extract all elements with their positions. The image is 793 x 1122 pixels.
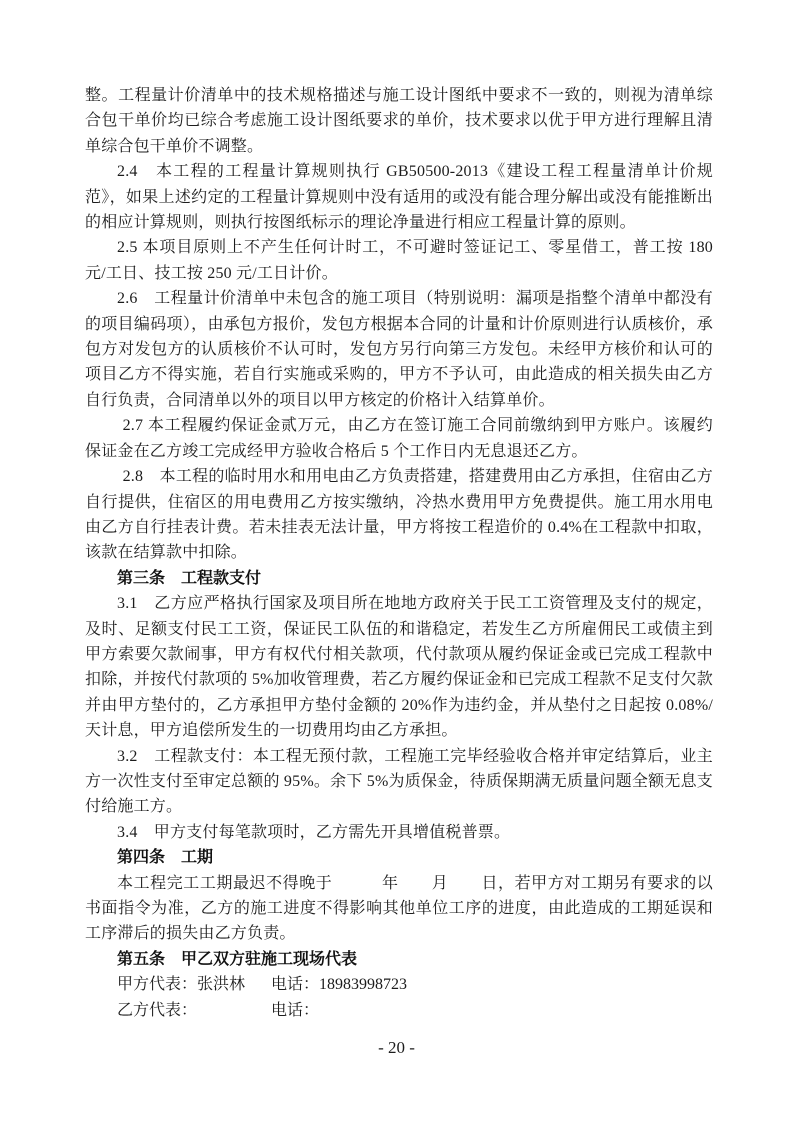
clause-2-8: 2.8 本工程的临时用水和用电由乙方负责搭建，搭建费用由乙方承担，住宿由乙方自行提供，住宿区的用电费用乙方按实缴纳，冷热水费用甲方免费提供。施工用水用电由乙方自行挂表计费。若未挂表无法计量，甲方将按工程造价的 0.4%在工程款中扣取，该款在结算款中扣除。 [85, 468, 713, 562]
party-b-representative-row [85, 998, 713, 1023]
heading-article-3-payment: 第三条 工程款支付 [117, 569, 262, 587]
page-number: - 20 - [378, 1038, 415, 1057]
contract-body [85, 83, 713, 1023]
clause-4-body: 本工程完工工期最迟不得晚于 年 月 日，若甲方对工期另有要求的以书面指令为准，乙方的施工进度不得影响其他单位工序的进度，由此造成的工期延误和工序滞后的损失由乙方负责。 [85, 874, 713, 943]
clause-2-6: 2.6 工程量计价清单中未包含的施工项目（特别说明：漏项是指整个清单中都没有的项目编码项），由承包方报价，发包方根据本合同的计量和计价原则进行认质核价，承包方对发包方的认质核价不认可时，发包方另行向第三方发包。未经甲方核价和认可的项目乙方不得实施，若自行实施或采购的，甲方不予认可，由此造成的相关损失由乙方自行负责，合同清单以外的项目以甲方核定的价格计入结算单价。 [85, 290, 713, 409]
party-b-representative-name: 乙方代表： [117, 1001, 198, 1019]
clause-2-4: 2.4 本工程的工程量计算规则执行 GB50500-2013《建设工程工程量清单计价规范》，如果上述约定的工程量计算规则中没有适用的或没有能合理分解出或没有能推断出的相应计算规则，则执行按图纸标示的理论净量进行相应工程量计算的原则。 [85, 163, 713, 232]
clause-3-2: 3.2 工程款支付：本工程无预付款，工程施工完毕经验收合格并审定结算后，业主方一次性支付至审定总额的 95%。余下 5%为质保金，待质保期满无质量问题全额无息支付给施工方。 [85, 747, 713, 816]
party-a-representative-phone: 电话：18983998723 [271, 976, 408, 994]
clause-2-7: 2.7 本工程履约保证金贰万元，由乙方在签订施工合同前缴纳到甲方账户。该履约保证金在乙方竣工完成经甲方验收合格后 5 个工作日内无息退还乙方。 [85, 417, 713, 460]
clause-3-1: 3.1 乙方应严格执行国家及项目所在地地方政府关于民工工资管理及支付的规定，及时、足额支付民工工资，保证民工队伍的和谐稳定，若发生乙方所雇佣民工或债主到甲方索要欠款闹事，甲方有权代付相关款项，代付款项从履约保证金或已完成工程款中扣除，并按代付款项的 5%加收管理费，若乙方履约保证金和已完成工程款不足支付欠款并由甲方垫付的，乙方承担甲方垫付金额的 20%作为违约金，并从垫付之日起按 0.08%/天计息，甲方追偿所发生的一切费用均由乙方承担。 [85, 595, 713, 740]
clause-2-5: 2.5 本项目原则上不产生任何计时工，不可避时签证记工、零星借工，普工按 180 元/工日、技工按 250 元/工日计价。 [85, 239, 713, 282]
party-a-representative-row [85, 972, 713, 997]
party-a-representative-name: 甲方代表：张洪林 [117, 976, 246, 994]
clause-3-4: 3.4 甲方支付每笔款项时，乙方需先开具增值税普票。 [117, 823, 511, 841]
heading-article-4-schedule: 第四条 工期 [117, 849, 214, 867]
party-b-representative-phone: 电话： [271, 1001, 320, 1019]
paragraph-continuation: 整。工程量计价清单中的技术规格描述与施工设计图纸中要求不一致的，则视为清单综合包干单价均已综合考虑施工设计图纸要求的单价，技术要求以优于甲方进行理解且清单综合包干单价不调整。 [85, 87, 713, 155]
heading-article-5-representatives: 第五条 甲乙双方驻施工现场代表 [117, 950, 358, 968]
